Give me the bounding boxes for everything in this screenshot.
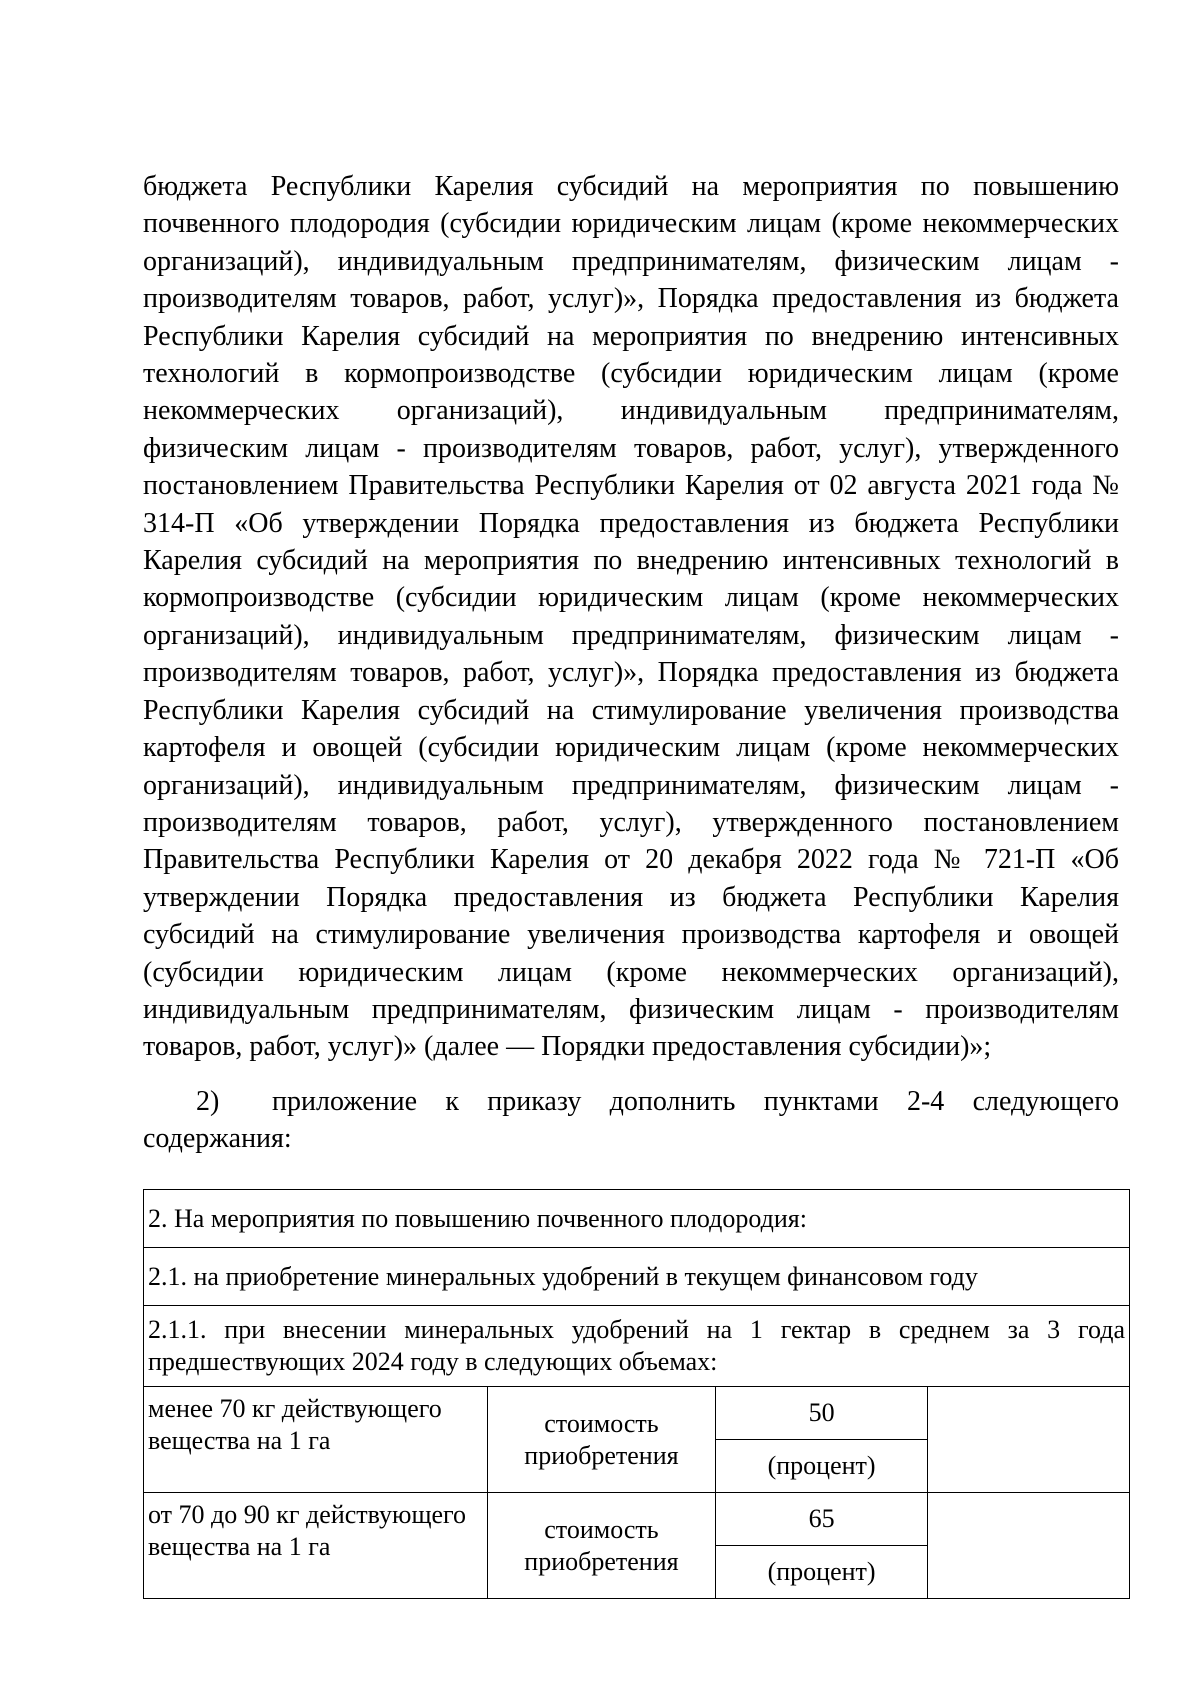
table-cell-criteria: от 70 до 90 кг действующего вещества на 1 га [144, 1493, 488, 1599]
table-cell-subsection-heading: 2.1. на приобретение минеральных удобрений в текущем финансовом году [144, 1248, 1130, 1306]
table-cell-criteria: менее 70 кг действующего вещества на 1 га [144, 1387, 488, 1493]
subsidy-rates-table [143, 1189, 1130, 1599]
table-row [144, 1493, 1130, 1546]
list-item-text: приложение к приказу дополнить пунктами 2-4 следующего содержания: [143, 1085, 1119, 1155]
table-cell-empty [928, 1493, 1130, 1599]
table-cell-cost-label: стоимость приобретения [488, 1493, 716, 1599]
table-cell-rate-unit: (процент) [715, 1546, 927, 1599]
table-cell-rate-value: 65 [715, 1493, 927, 1546]
list-item-2 [143, 1083, 1119, 1158]
document-page [143, 168, 1119, 1158]
table-cell-empty [928, 1387, 1130, 1493]
body-paragraph: бюджета Республики Карелия субсидий на мероприятия по повышению почвенного плодородия (субсидии юридическим лицам (кроме некоммерческих организаций), индивидуальным предпринимателям, физическим лицам - производителям товаров, работ, услуг)», Порядка предоставления из бюджета Республики Карелия субсидий на мероприятия по внедрению интенсивных технологий в кормопроизводстве (субсидии юридическим лицам (кроме некоммерческих организаций), индивидуальным предпринимателям, физическим лицам - производителям товаров, работ, услуг), утвержденного постановлением Правительства Республики Карелия от 02 августа 2021 года № 314-П «Об утверждении Порядка предоставления из бюджета Республики Карелия субсидий на мероприятия по внедрению интенсивных технологий в кормопроизводстве (субсидии юридическим лицам (кроме некоммерческих организаций), индивидуальным предпринимателям, физическим лицам - производителям товаров, работ, услуг)», Порядка предоставления из бюджета Республики Карелия субсидий на стимулирование увеличения производства картофеля и овощей (субсидии юридическим лицам (кроме некоммерческих организаций), индивидуальным предпринимателям, физическим лицам - производителям товаров, работ, услуг), утвержденного постановлением Правительства Республики Карелия от 20 декабря 2022 года № 721-П «Об утверждении Порядка предоставления из бюджета Республики Карелия субсидий на стимулирование увеличения производства картофеля и овощей (субсидии юридическим лицам (кроме некоммерческих организаций), индивидуальным предпринимателям, физическим лицам - производителям товаров, работ, услуг)» (далее — Порядки предоставления субсидии)»; [143, 171, 1119, 1063]
table-cell-rate-unit: (процент) [715, 1440, 927, 1493]
table-row [144, 1306, 1130, 1387]
table-cell-cost-label: стоимость приобретения [488, 1387, 716, 1493]
table-row [144, 1190, 1130, 1248]
table-row [144, 1248, 1130, 1306]
table-cell-clause-heading: 2.1.1. при внесении минеральных удобрений на 1 гектар в среднем за 3 года предшествующих 2024 году в следующих объемах: [144, 1306, 1130, 1387]
list-item-number: 2) [196, 1085, 220, 1117]
table-cell-section-heading: 2. На мероприятия по повышению почвенного плодородия: [144, 1190, 1130, 1248]
table-cell-rate-value: 50 [715, 1387, 927, 1440]
table-row [144, 1387, 1130, 1440]
